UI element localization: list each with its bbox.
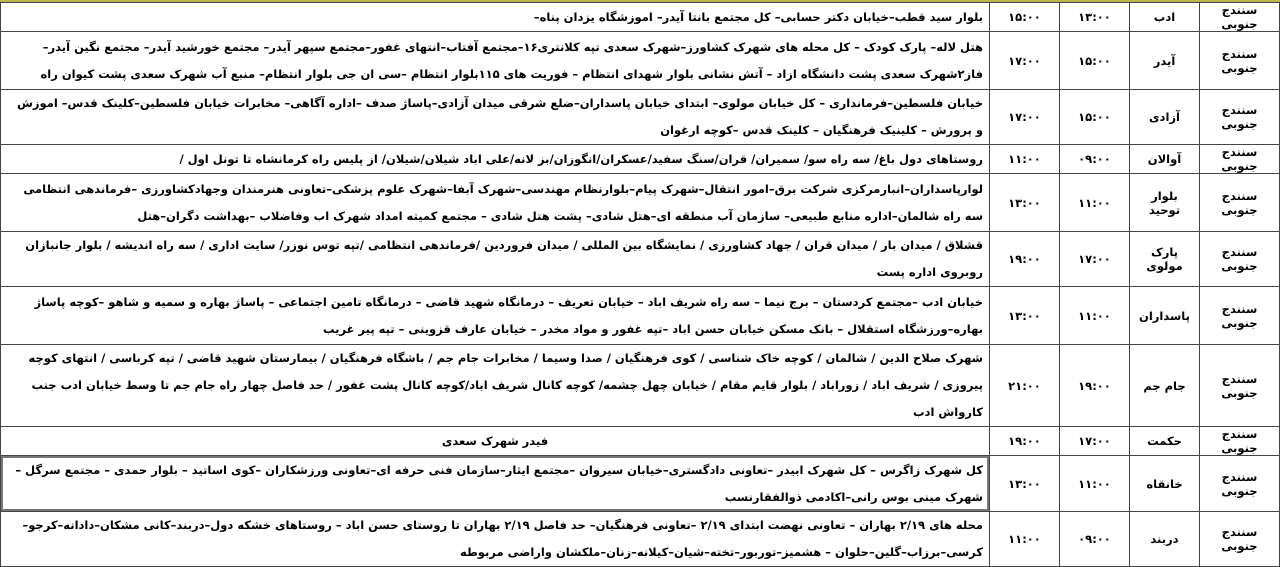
end-time-cell: ۱۳:۰۰	[990, 287, 1060, 345]
area-cell: سنندج جنوبی	[1200, 512, 1280, 567]
area-cell: سنندج جنوبی	[1200, 3, 1280, 32]
start-time-cell: ۱۵:۰۰	[1060, 90, 1130, 145]
table-row	[1, 456, 1280, 512]
affected-locations-cell: لوارپاسداران–انبارمرکزی شرکت برق–امور انتقال–شهرک پیام–بلوارنظام مهندسی–شهرک آبفا–شهرک علوم پزشکی–تعاونی هنرمندان وجهادکشاورزی –فرماندهی انتظامی سه راه شالمان–اداره منابع طبیعی– سازمان آب منطقه ای–هتل شادی– پشت هتل شادی – مجتمع کمیته امداد شهرک اب وفاضلاب –بهداشت دگران–هتل	[1, 174, 990, 232]
area-cell: سنندج جنوبی	[1200, 174, 1280, 232]
affected-locations-cell: روستاهای دول باغ/ سه راه سو/ سمیران/ قران/سنگ سفید/عسکران/انگوزان/بز لانه/علی اباد شیلان/شیلان/ از پلیس راه کرمانشاه تا تونل اول /	[1, 145, 990, 174]
end-time-cell: ۱۱:۰۰	[990, 512, 1060, 567]
neighborhood-cell: آوالان	[1130, 145, 1200, 174]
area-cell: سنندج جنوبی	[1200, 345, 1280, 427]
start-time-cell: ۱۷:۰۰	[1060, 427, 1130, 456]
start-time-cell: ۰۹:۰۰	[1060, 512, 1130, 567]
table-row	[1, 90, 1280, 145]
affected-locations-cell: قشلاق / میدان بار / میدان قران / جهاد کشاورزی / نمایشگاه بین المللی / میدان فروردین /فرماندهی انتظامی /تپه توس نوزر/ سایت اداری / سه راه اندیشه / بلوار جانبازان روبروی اداره پست	[1, 232, 990, 287]
start-time-cell: ۱۳:۰۰	[1060, 3, 1130, 32]
affected-locations-cell: فیدر شهرک سعدی	[1, 427, 990, 456]
end-time-cell: ۲۱:۰۰	[990, 345, 1060, 427]
area-cell: سنندج جنوبی	[1200, 32, 1280, 90]
table-row	[1, 512, 1280, 567]
neighborhood-cell: آیدر	[1130, 32, 1200, 90]
neighborhood-cell: جام جم	[1130, 345, 1200, 427]
table-row	[1, 32, 1280, 90]
end-time-cell: ۱۷:۰۰	[990, 32, 1060, 90]
neighborhood-cell: بلوار توحید	[1130, 174, 1200, 232]
table-row	[1, 232, 1280, 287]
neighborhood-cell: دربند	[1130, 512, 1200, 567]
table-row	[1, 287, 1280, 345]
neighborhood-cell: پاسداران	[1130, 287, 1200, 345]
neighborhood-cell: آزادی	[1130, 90, 1200, 145]
end-time-cell: ۱۱:۰۰	[990, 145, 1060, 174]
table-row	[1, 345, 1280, 427]
start-time-cell: ۱۵:۰۰	[1060, 32, 1130, 90]
end-time-cell: ۱۳:۰۰	[990, 456, 1060, 512]
start-time-cell: ۱۷:۰۰	[1060, 232, 1130, 287]
area-cell: سنندج جنوبی	[1200, 287, 1280, 345]
area-cell: سنندج جنوبی	[1200, 90, 1280, 145]
table-body	[1, 3, 1280, 567]
table-row	[1, 427, 1280, 456]
table-row	[1, 174, 1280, 232]
table-row	[1, 3, 1280, 32]
end-time-cell: ۱۷:۰۰	[990, 90, 1060, 145]
neighborhood-cell: حکمت	[1130, 427, 1200, 456]
area-cell: سنندج جنوبی	[1200, 456, 1280, 512]
neighborhood-cell: ادب	[1130, 3, 1200, 32]
affected-locations-cell: کل شهرک زاگرس – کل شهرک ابیدر –تعاونی دادگستری–خیابان سیروان –مجتمع ایثار–سازمان فنی حرفه ای–تعاونی ورزشکاران –کوی اساتید – بلوار حمدی – مجتمع سرگل – شهرک مینی بوس رانی–اکادمی ذوالفقارنسب	[1, 456, 990, 512]
affected-locations-cell: خیابان ادب –مجتمع کردستان – برج نیما – سه راه شریف اباد – خیابان تعریف – درمانگاه شهید قاضی – درمانگاه تامین اجتماعی – پاساژ بهاره و سمیه و شاهو –کوچه پاساژ بهاره–ورزشگاه استقلال – بانک مسکن خیابان حسن اباد –تپه غفور و مواد مخدر – خیابان عارف قزوینی – تپه پیر غریب	[1, 287, 990, 345]
area-cell: سنندج جنوبی	[1200, 427, 1280, 456]
affected-locations-cell: خیابان فلسطین–فرمانداری – کل خیابان مولوی– ابتدای خیابان پاسداران–ضلع شرقی میدان آزادی–پاساژ صدف –اداره آگاهی– مخابرات خیابان فلسطین–کلینک قدس– اموزش و پرورش – کلینیک فرهنگیان – کلینک قدس –کوچه ارغوان	[1, 90, 990, 145]
table-row	[1, 145, 1280, 174]
start-time-cell: ۱۹:۰۰	[1060, 345, 1130, 427]
area-cell: سنندج جنوبی	[1200, 232, 1280, 287]
end-time-cell: ۱۹:۰۰	[990, 232, 1060, 287]
start-time-cell: ۱۱:۰۰	[1060, 174, 1130, 232]
start-time-cell: ۱۱:۰۰	[1060, 456, 1130, 512]
start-time-cell: ۱۱:۰۰	[1060, 287, 1130, 345]
affected-locations-cell: محله های ۲/۱۹ بهاران – تعاونی نهضت ابتدای ۲/۱۹ –تعاونی فرهنگیان– حد فاصل ۲/۱۹ بهاران تا روستای حسن اباد – روستاهای خشکه دول–دربند–کانی مشکان–دادانه–کرجو–کرسی–برزاب–گلین–حلوان – هشمیز–توربور–تخته–شیان–کیلانه–زنان–ملکشان واراضی مربوطه	[1, 512, 990, 567]
end-time-cell: ۱۵:۰۰	[990, 3, 1060, 32]
end-time-cell: ۱۳:۰۰	[990, 174, 1060, 232]
power-outage-schedule-table	[0, 2, 1280, 567]
neighborhood-cell: پارک مولوی	[1130, 232, 1200, 287]
affected-locations-cell: هتل لاله– پارک کودک – کل محله های شهرک کشاورز–شهرک سعدی تپه کلانتری۱۶–مجتمع آفتاب–انتهای غفور–مجتمع سپهر آیدر– مجتمع خورشید آیدر– مجتمع نگین آیدر–فاز۲شهرک سعدی پشت دانشگاه ازاد – آتش نشانی بلوار شهدای انتظام – فوریت های ۱۱۵بلوار انتظام –سی ان جی بلوار انتظام– منبع آب شهرک سعدی پشت کیوان راه	[1, 32, 990, 90]
area-cell: سنندج جنوبی	[1200, 145, 1280, 174]
affected-locations-cell: شهرک صلاح الدین / شالمان / کوچه خاک شناسی / کوی فرهنگیان / صدا وسیما / مخابرات جام جم / باشگاه فرهنگیان / بیمارستان شهید قاضی / تپه کرباسی / انتهای کوچه پیروزی / شریف اباد / زوراباد / بلوار قایم مقام / خیابان چهل چشمه/ کوچه کانال شریف اباد/کوچه کانال پشت غفور / حد فاصل چهار راه جام جم تا وسط خیابان ادب جنب کارواش ادب	[1, 345, 990, 427]
start-time-cell: ۰۹:۰۰	[1060, 145, 1130, 174]
affected-locations-cell: بلوار سید قطب–خیابان دکتر حسابی– کل مجتمع بانتا آیدر– اموزشگاه یزدان پناه–	[1, 3, 990, 32]
neighborhood-cell: خانقاه	[1130, 456, 1200, 512]
end-time-cell: ۱۹:۰۰	[990, 427, 1060, 456]
